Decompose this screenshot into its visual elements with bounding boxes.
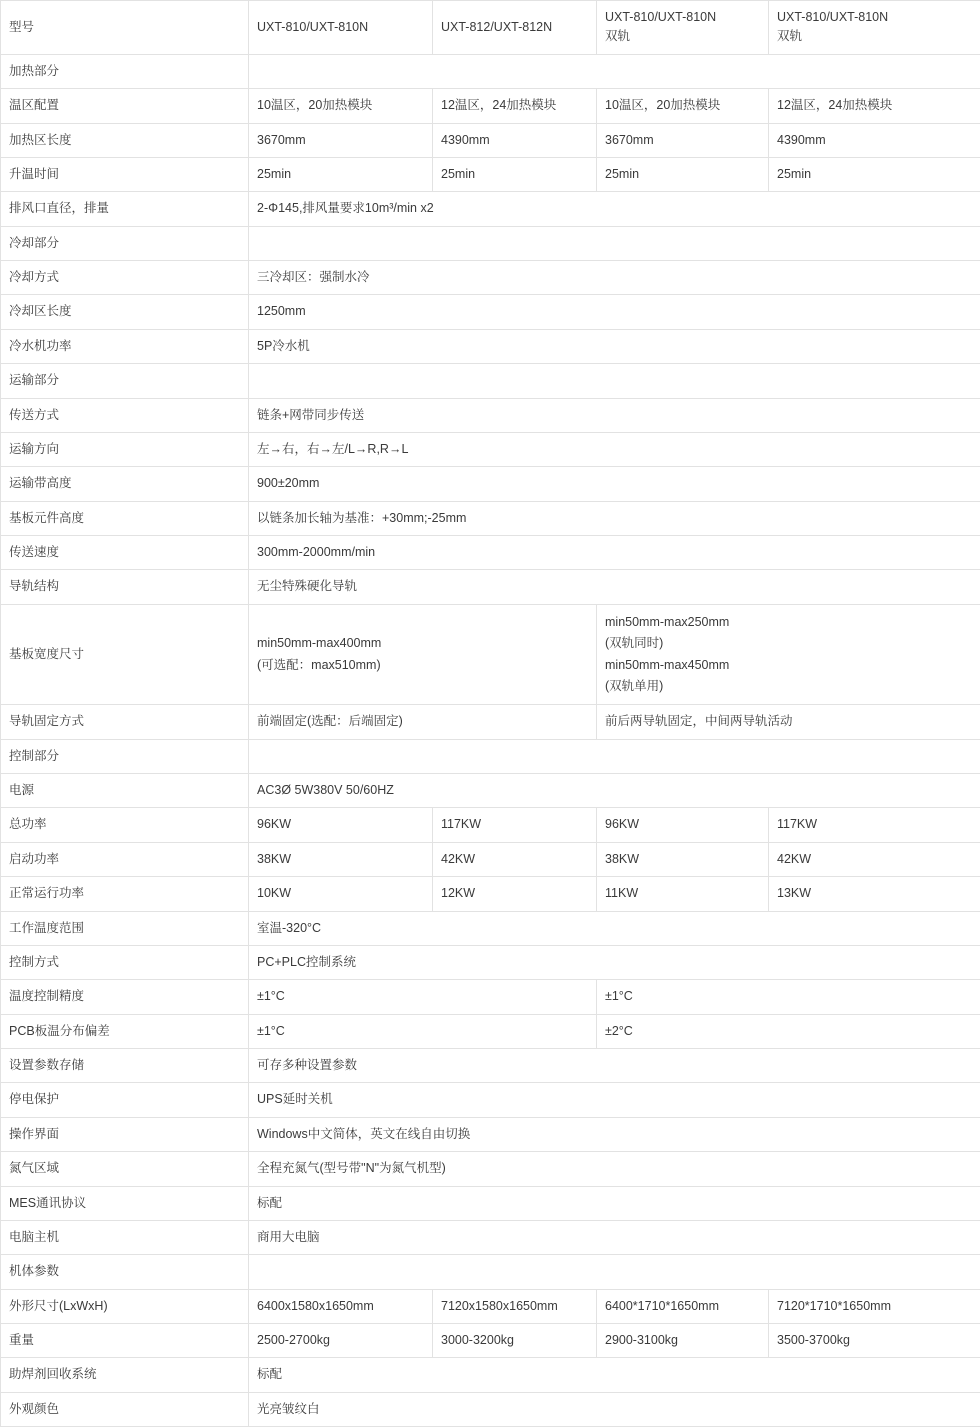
table-row [1, 877, 980, 911]
table-row [1, 226, 980, 260]
row-value-c2: 4390mm [433, 123, 597, 157]
row-label: 助焊剂回收系统 [1, 1358, 249, 1392]
row-value-c1: 2500-2700kg [249, 1324, 433, 1358]
row-value-full: 无尘特殊硬化导轨 [249, 570, 980, 604]
row-label: 控制部分 [1, 739, 249, 773]
row-label: 温区配置 [1, 89, 249, 123]
row-value-c1: 96KW [249, 808, 433, 842]
row-value-c2: 117KW [433, 808, 597, 842]
row-label: 导轨固定方式 [1, 705, 249, 739]
row-value-full: 可存多种设置参数 [249, 1049, 980, 1083]
table-row [1, 432, 980, 466]
row-value-c1: 6400x1580x1650mm [249, 1289, 433, 1323]
header-model-4-line1: UXT-810/UXT-810N [777, 8, 972, 27]
row-value-full: PC+PLC控制系统 [249, 945, 980, 979]
row-label: 氮气区域 [1, 1152, 249, 1186]
row-label: 操作界面 [1, 1117, 249, 1151]
row-value-left: ±1°C [249, 1014, 597, 1048]
row-label: 加热区长度 [1, 123, 249, 157]
value-line: min50mm-max250mm [605, 612, 972, 633]
row-label: 运输部分 [1, 364, 249, 398]
row-value-c4: 13KW [769, 877, 980, 911]
row-value-left: ±1°C [249, 980, 597, 1014]
header-model-1: UXT-810/UXT-810N [249, 1, 433, 55]
row-label: 冷却部分 [1, 226, 249, 260]
row-label: 启动功率 [1, 842, 249, 876]
row-value-full: 左→右，右→左/L→R,R→L [249, 432, 980, 466]
table-row [1, 1392, 980, 1426]
table-row [1, 980, 980, 1014]
header-model-4-line2: 双轨 [777, 27, 972, 46]
row-label: 升温时间 [1, 157, 249, 191]
row-label: 停电保护 [1, 1083, 249, 1117]
value-line: (可选配：max510mm) [257, 655, 588, 676]
row-value-c3: 38KW [597, 842, 769, 876]
header-model-2: UXT-812/UXT-812N [433, 1, 597, 55]
table-row [1, 774, 980, 808]
table-row [1, 89, 980, 123]
row-label: 总功率 [1, 808, 249, 842]
row-label: 冷却区长度 [1, 295, 249, 329]
row-label: 导轨结构 [1, 570, 249, 604]
row-value-c3: 11KW [597, 877, 769, 911]
row-value-left-multiline [249, 604, 597, 705]
table-row [1, 398, 980, 432]
table-row [1, 1255, 980, 1289]
table-row [1, 842, 980, 876]
section-spacer-cell [249, 739, 980, 773]
table-row [1, 911, 980, 945]
table-row [1, 501, 980, 535]
table-row [1, 364, 980, 398]
row-label: 运输方向 [1, 432, 249, 466]
table-row [1, 604, 980, 705]
section-spacer-cell [249, 364, 980, 398]
row-value-full: 标配 [249, 1186, 980, 1220]
row-value-c4: 25min [769, 157, 980, 191]
row-value-c4: 4390mm [769, 123, 980, 157]
row-label: 机体参数 [1, 1255, 249, 1289]
row-value-full: 全程充氮气(型号带"N"为氮气机型) [249, 1152, 980, 1186]
table-row [1, 1186, 980, 1220]
value-line: (双轨同时) [605, 633, 972, 654]
table-row [1, 261, 980, 295]
header-model-4 [769, 1, 980, 55]
row-value-c2: 3000-3200kg [433, 1324, 597, 1358]
section-spacer-cell [249, 1255, 980, 1289]
table-row [1, 705, 980, 739]
row-value-c1: 38KW [249, 842, 433, 876]
row-value-full: 标配 [249, 1358, 980, 1392]
table-row [1, 1289, 980, 1323]
row-value-full: 链条+网带同步传送 [249, 398, 980, 432]
table-row [1, 1152, 980, 1186]
row-label: 温度控制精度 [1, 980, 249, 1014]
row-value-full: Windows中文简体，英文在线自由切换 [249, 1117, 980, 1151]
row-label: 加热部分 [1, 54, 249, 88]
table-row [1, 739, 980, 773]
table-row [1, 1358, 980, 1392]
table-body [1, 1, 980, 1427]
header-model-3 [597, 1, 769, 55]
section-spacer-cell [249, 226, 980, 260]
row-label: 工作温度范围 [1, 911, 249, 945]
row-value-right: 前后两导轨固定，中间两导轨活动 [597, 705, 980, 739]
row-value-c3: 6400*1710*1650mm [597, 1289, 769, 1323]
table-row [1, 329, 980, 363]
table-row [1, 1324, 980, 1358]
header-model-3-line2: 双轨 [605, 27, 760, 46]
row-label: 运输带高度 [1, 467, 249, 501]
row-label: 电源 [1, 774, 249, 808]
row-label: MES通讯协议 [1, 1186, 249, 1220]
row-value-full: 光亮皱纹白 [249, 1392, 980, 1426]
table-row [1, 123, 980, 157]
row-label: 控制方式 [1, 945, 249, 979]
row-value-c4: 117KW [769, 808, 980, 842]
table-row [1, 467, 980, 501]
row-label: 排风口直径，排量 [1, 192, 249, 226]
row-value-c3: 3670mm [597, 123, 769, 157]
row-value-c2: 7120x1580x1650mm [433, 1289, 597, 1323]
row-value-c2: 25min [433, 157, 597, 191]
table-row [1, 1083, 980, 1117]
section-spacer-cell [249, 54, 980, 88]
table-row [1, 1049, 980, 1083]
table-row [1, 54, 980, 88]
row-value-c4: 42KW [769, 842, 980, 876]
header-model-3-line1: UXT-810/UXT-810N [605, 8, 760, 27]
table-row [1, 192, 980, 226]
row-value-full: 三冷却区：强制水冷 [249, 261, 980, 295]
table-row [1, 1014, 980, 1048]
row-value-full: AC3Ø 5W380V 50/60HZ [249, 774, 980, 808]
table-row [1, 570, 980, 604]
row-label: 基板元件高度 [1, 501, 249, 535]
row-value-full: 900±20mm [249, 467, 980, 501]
row-value-full: 2-Φ145,排风量要求10m³/min x2 [249, 192, 980, 226]
row-value-full: 商用大电脑 [249, 1220, 980, 1254]
row-value-c4: 12温区，24加热模块 [769, 89, 980, 123]
row-value-left: 前端固定(选配：后端固定) [249, 705, 597, 739]
row-value-full: UPS延时关机 [249, 1083, 980, 1117]
value-line: min50mm-max400mm [257, 633, 588, 654]
row-label: 设置参数存储 [1, 1049, 249, 1083]
table-row [1, 536, 980, 570]
row-label: 正常运行功率 [1, 877, 249, 911]
row-value-c3: 10温区，20加热模块 [597, 89, 769, 123]
row-value-full: 5P冷水机 [249, 329, 980, 363]
table-row [1, 295, 980, 329]
table-row [1, 1220, 980, 1254]
row-value-right: ±1°C [597, 980, 980, 1014]
row-value-c3: 96KW [597, 808, 769, 842]
row-label: 外形尺寸(LxWxH) [1, 1289, 249, 1323]
row-label: 基板宽度尺寸 [1, 604, 249, 705]
row-value-c4: 3500-3700kg [769, 1324, 980, 1358]
table-header-row [1, 1, 980, 55]
row-label: 冷却方式 [1, 261, 249, 295]
row-label: 电脑主机 [1, 1220, 249, 1254]
row-label: 传送速度 [1, 536, 249, 570]
value-line: min50mm-max450mm [605, 655, 972, 676]
row-value-full: 以链条加长轴为基准：+30mm;-25mm [249, 501, 980, 535]
row-value-c1: 3670mm [249, 123, 433, 157]
row-value-c3: 25min [597, 157, 769, 191]
row-value-full: 1250mm [249, 295, 980, 329]
row-value-right: ±2°C [597, 1014, 980, 1048]
row-value-c3: 2900-3100kg [597, 1324, 769, 1358]
table-row [1, 157, 980, 191]
row-label: 传送方式 [1, 398, 249, 432]
row-value-c1: 10KW [249, 877, 433, 911]
table-row [1, 945, 980, 979]
row-value-c1: 25min [249, 157, 433, 191]
value-line: (双轨单用) [605, 676, 972, 697]
row-value-c2: 12温区，24加热模块 [433, 89, 597, 123]
row-label: 外观颜色 [1, 1392, 249, 1426]
row-value-c2: 12KW [433, 877, 597, 911]
row-value-right-multiline [597, 604, 980, 705]
row-value-full: 300mm-2000mm/min [249, 536, 980, 570]
row-label: PCB板温分布偏差 [1, 1014, 249, 1048]
row-label: 重量 [1, 1324, 249, 1358]
header-label: 型号 [1, 1, 249, 55]
row-value-c4: 7120*1710*1650mm [769, 1289, 980, 1323]
row-label: 冷水机功率 [1, 329, 249, 363]
row-value-c1: 10温区，20加热模块 [249, 89, 433, 123]
row-value-c2: 42KW [433, 842, 597, 876]
table-row [1, 808, 980, 842]
table-row [1, 1117, 980, 1151]
row-value-full: 室温-320°C [249, 911, 980, 945]
